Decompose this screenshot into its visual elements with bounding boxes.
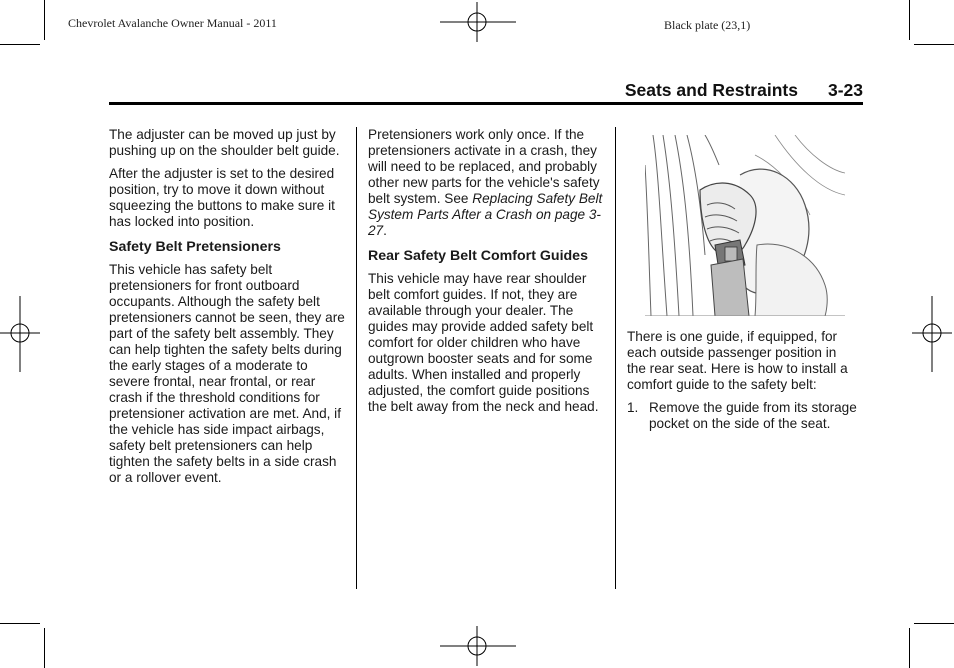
column-3 <box>627 329 857 432</box>
paragraph: This vehicle may have rear shoulder belt comfort guides. If not, they are available through your dealer. The guides may provide added safety belt comfort for older children who have outgrown booster seats and for some adults. When installed and properly adjusted, the comfort guide positions the belt away from the neck and head. <box>368 271 599 414</box>
paragraph-text: Pretensioners work only once. If the pretensioners activate in a crash, they will need to be replaced, and probably other new parts for the vehicle's safety belt system. See <box>368 127 600 206</box>
list-item <box>627 400 857 432</box>
plate-meta: Black plate (23,1) <box>664 18 751 32</box>
crop-mark <box>909 0 910 40</box>
crop-mark <box>909 628 910 668</box>
paragraph-end: . <box>383 223 387 238</box>
cross-reference-link[interactable]: Replacing Safety Belt System Parts After a Crash on page 3-27 <box>368 191 603 238</box>
section-heading: Safety Belt Pretensioners <box>109 239 281 255</box>
crop-mark <box>44 628 45 668</box>
registration-mark-right <box>912 296 952 372</box>
crop-mark <box>914 44 954 45</box>
section-heading: Rear Safety Belt Comfort Guides <box>368 248 588 264</box>
section-title: Seats and Restraints <box>624 80 798 100</box>
registration-mark-bottom <box>440 626 516 666</box>
paragraph: This vehicle has safety belt pretensioners for front outboard occupants. Although the safety belt pretensioners cannot be seen, they are part of the safety belt assembly. They can help tighten the safety belts during the early stages of a moderate to severe frontal, near frontal, or rear crash if the threshold conditions for pretensioner activation are met. And, if the vehicle has side impact airbags, safety belt pretensioners can help tighten the safety belts in a side crash or a rollover event. <box>109 262 345 485</box>
header-rule <box>109 102 863 105</box>
column-divider <box>615 127 616 589</box>
crop-mark <box>0 623 40 624</box>
page-header <box>109 80 863 102</box>
crop-mark <box>0 44 40 45</box>
column-1 <box>109 127 346 493</box>
paragraph: The adjuster can be moved up just by pushing up on the shoulder belt guide. <box>109 127 340 158</box>
manual-title-meta: Chevrolet Avalanche Owner Manual - 2011 <box>68 16 277 30</box>
paragraph: There is one guide, if equipped, for each outside passenger position in the rear seat. Here is how to install a comfort guide to the safety belt: <box>627 329 848 392</box>
registration-mark-left <box>0 296 40 372</box>
comfort-guide-illustration <box>645 135 845 316</box>
page-number: 3-23 <box>827 80 863 100</box>
crop-mark <box>914 623 954 624</box>
column-2 <box>368 127 606 422</box>
step-number: 1. <box>627 400 639 415</box>
paragraph: After the adjuster is set to the desired position, try to move it down without squeezing the buttons to make sure it has locked into position. <box>109 166 335 229</box>
column-divider <box>356 127 357 589</box>
paragraph <box>368 127 606 239</box>
steps-list <box>627 400 857 432</box>
crop-mark <box>44 0 45 40</box>
step-text: Remove the guide from its storage pocket on the side of the seat. <box>649 400 857 431</box>
registration-mark-top <box>440 2 516 42</box>
